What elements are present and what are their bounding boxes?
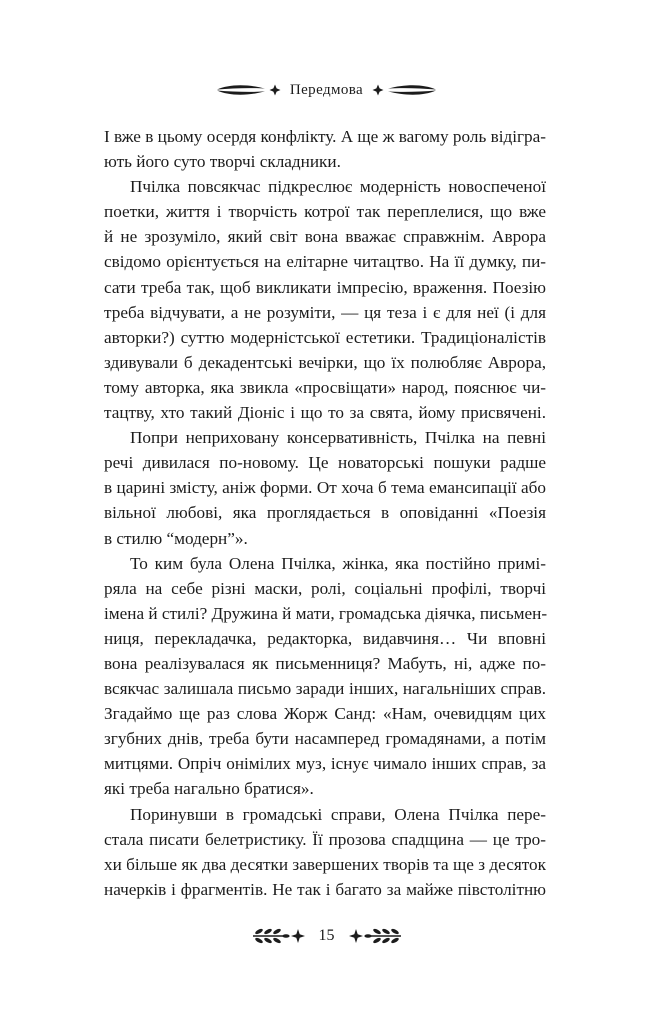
text-line: згубних днів, треба бути насамперед громадянами, а потім [104, 729, 546, 749]
text-line: ють його суто творчі складники. [104, 152, 341, 172]
text-line: здивували б декадентські вечірки, що їх полюбляє Аврора, [104, 352, 546, 372]
paragraph [104, 425, 546, 550]
text-line: імена й стилі? Дружина й мати, громадська діячка, письмен- [104, 603, 548, 623]
body-text [104, 124, 546, 902]
page-footer [0, 922, 653, 950]
right-feather-ornament-icon [372, 83, 438, 97]
text-line: Попри неприховану консервативність, Пчілка на певні [130, 428, 546, 448]
paragraph [104, 802, 546, 902]
paragraph [104, 174, 546, 425]
text-line: речі дивилася по-новому. Це новаторські пошуки радше [104, 453, 546, 473]
text-line: тацтву, хто такий Діоніс і що то за свята, йому присвячені. [104, 403, 546, 423]
text-line: хи більше як два десятки завершених творів та ще з десяток [104, 854, 546, 874]
left-feather-ornament-icon [215, 83, 281, 97]
text-line: тому авторка, яка звикла «просвіщати» народ, пояснює чи- [104, 377, 546, 397]
header-title: Передмова [289, 81, 364, 98]
left-laurel-ornament-icon [251, 926, 307, 946]
text-line: стала писати белетристику. Її прозова спадщина — це тро- [104, 829, 546, 849]
text-line: вона реалізувалася як письменниця? Мабуть, ні, адже по- [104, 653, 546, 673]
text-line: сати треба так, щоб викликати імпресію, враження. Поезію [104, 277, 546, 297]
text-line: начерків і фрагментів. Не так і багато за майже півстолітню [104, 879, 546, 899]
text-line: в царині змісту, аніж форми. От хоча б тема емансипації або [104, 478, 546, 498]
text-line: ниця, перекладачка, редакторка, видавчиня… Чи вповні [104, 628, 546, 648]
text-line: й не зрозуміло, який світ вона вважає справжнім. Аврора [104, 227, 546, 247]
text-line: ряла на себе різні маски, ролі, соціальні профілі, творчі [104, 578, 546, 598]
text-line: треба відчувати, а не розуміти, — ця теза і є для неї (і для [104, 302, 546, 322]
running-header [0, 78, 653, 102]
text-line: вільної любові, яка проглядається в оповіданні «Поезія [104, 503, 546, 523]
text-line: Поринувши в громадські справи, Олена Пчілка пере- [130, 804, 546, 824]
text-line: в стилю “модерн”». [104, 528, 248, 548]
paragraph [104, 551, 546, 802]
text-line: які треба нагально братися». [104, 779, 314, 799]
text-line: І вже в цьому осердя конфлікту. А ще ж вагому роль відігра- [104, 127, 546, 146]
text-line: Згадаймо ще раз слова Жорж Санд: «Нам, очевидцям цих [104, 704, 546, 724]
text-line: поетки, життя і творчість котрої так переплелися, що вже [104, 202, 546, 222]
page-number: 15 [318, 927, 335, 944]
text-line: Пчілка повсякчас підкреслює модерність новоспеченої [130, 177, 546, 197]
text-line: То ким була Олена Пчілка, жінка, яка постійно примі- [130, 553, 546, 573]
right-laurel-ornament-icon [347, 926, 403, 946]
text-line: авторки?) суттю модерністської естетики. Традиціоналістів [104, 327, 546, 347]
text-line: свідомо орієнтується на елітарне читацтво. На її думку, пи- [104, 252, 546, 272]
text-line: всякчас залишала письмо заради інших, нагальніших справ. [104, 679, 546, 699]
text-line: митцями. Опріч онімілих муз, існує чимало інших справ, за [104, 754, 546, 774]
paragraph [104, 124, 546, 174]
